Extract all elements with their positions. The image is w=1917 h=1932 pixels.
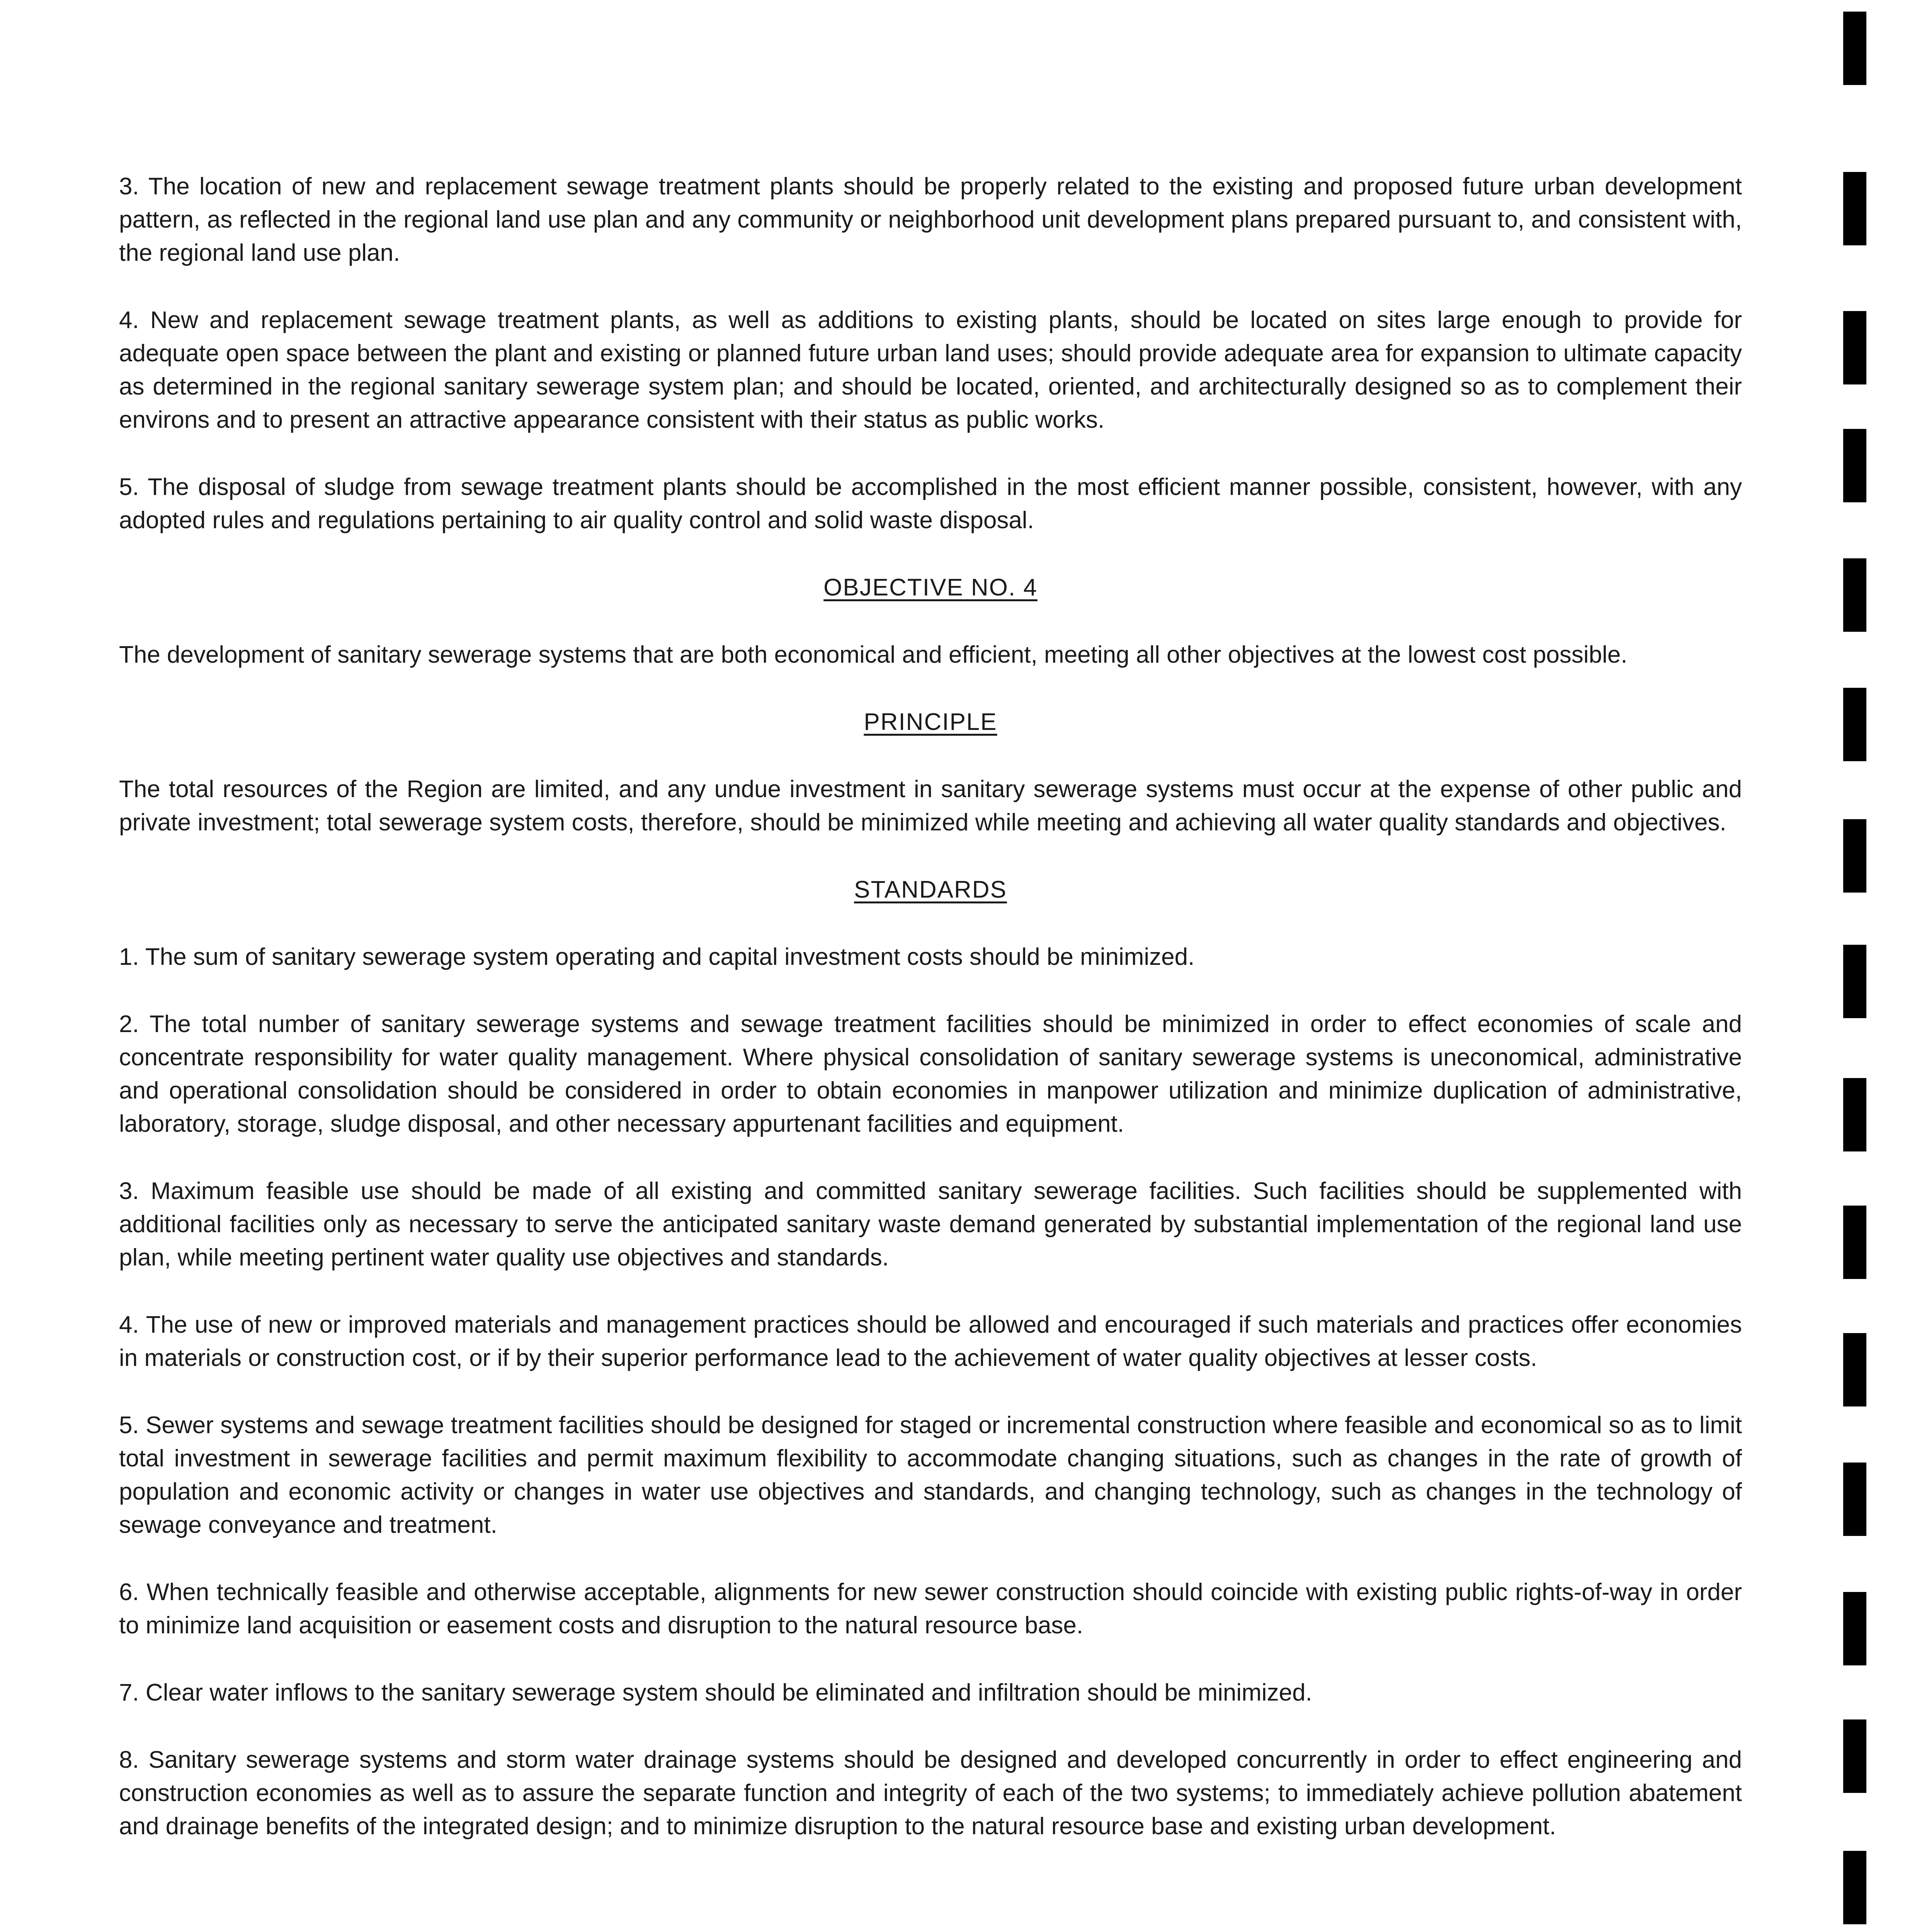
binding-marks [1843, 0, 1866, 1932]
standards-heading: STANDARDS [854, 876, 1007, 903]
standards-item: 2. The total number of sanitary sewerage systems and sewage treatment facilities should be minimized in order to effect economies of scale and concentrate responsibility for water quality management. Where physical consolidation of sanitary sewerage systems is uneconomical, administrative and operational consolidation should be considered in order to obtain economies in manpower utilization and minimize duplication of administrative, laboratory, storage, sludge disposal, and other necessary appurtenant facilities and equipment. [119, 1011, 1742, 1137]
binding-mark [1843, 1719, 1866, 1793]
binding-mark [1843, 311, 1866, 384]
binding-mark [1843, 819, 1866, 893]
binding-mark [1843, 1333, 1866, 1406]
standards-item: 3. Maximum feasible use should be made of all existing and committed sanitary sewerage facilities. Such facilities should be supplemented with additional facilities only as necessary to serve the anticipated sanitary waste demand generated by substantial implementation of the regional land use plan, while meeting pertinent water quality use objectives and standards. [119, 1178, 1742, 1271]
binding-mark [1843, 1592, 1866, 1665]
paragraph-standard-4-sites: 4. New and replacement sewage treatment plants, as well as additions to existing plants, should be located on sites large enough to provide for adequate open space between the plant and existing or planned future urban land uses; should provide adequate area for expansion to ultimate capacity as determined in the regional sanitary sewerage system plan; and should be located, oriented, and architecturally designed so as to complement their environs and to present an attractive appearance consistent with their status as public works. [119, 307, 1742, 433]
binding-mark [1843, 429, 1866, 502]
standards-item: 5. Sewer systems and sewage treatment facilities should be designed for staged or incremental construction where feasible and economical so as to limit total investment in sewerage facilities and permit maximum flexibility to accommodate changing situations, such as changes in the rate of growth of population and economic activity or changes in water use objectives and standards, and changing technology, such as changes in the technology of sewage conveyance and treatment. [119, 1412, 1742, 1538]
binding-mark [1843, 558, 1866, 632]
binding-mark [1843, 945, 1866, 1018]
objective-heading: OBJECTIVE NO. 4 [823, 574, 1038, 601]
binding-mark [1843, 1206, 1866, 1279]
standards-item: 8. Sanitary sewerage systems and storm water drainage systems should be designed and developed concurrently in order to effect engineering and construction economies as well as to assure the separate function and integrity of each of the two systems; to immediately achieve pollution abatement and drainage benefits of the integrated design; and to minimize disruption to the natural resource base and existing urban development. [119, 1747, 1742, 1840]
binding-mark [1843, 688, 1866, 761]
page-body [119, 170, 1742, 1877]
paragraph-standard-3-siting: 3. The location of new and replacement sewage treatment plants should be properly related to the existing and proposed future urban development pattern, as reflected in the regional land use plan and any community or neighborhood unit development plans prepared pursuant to, and consistent with, the regional land use plan. [119, 173, 1742, 266]
standards-item: 6. When technically feasible and otherwise acceptable, alignments for new sewer construction should coincide with existing public rights-of-way in order to minimize land acquisition or easement costs and disruption to the natural resource base. [119, 1579, 1742, 1639]
principle-text: The total resources of the Region are limited, and any undue investment in sanitary sewerage systems must occur at the expense of other public and private investment; total sewerage system costs, therefore, should be minimized while meeting and achieving all water quality standards and objectives. [119, 776, 1742, 836]
paragraph-standard-5-sludge: 5. The disposal of sludge from sewage treatment plants should be accomplished in the most efficient manner possible, consistent, however, with any adopted rules and regulations pertaining to air quality control and solid waste disposal. [119, 474, 1742, 534]
standards-item: 4. The use of new or improved materials and management practices should be allowed and encouraged if such materials and practices offer economies in materials or construction cost, or if by their superior performance lead to the achievement of water quality objectives at lesser costs. [119, 1311, 1742, 1371]
binding-mark [1843, 12, 1866, 85]
standards-item: 7. Clear water inflows to the sanitary sewerage system should be eliminated and infiltration should be minimized. [119, 1679, 1312, 1706]
binding-mark [1843, 1078, 1866, 1151]
binding-mark [1843, 172, 1866, 245]
binding-mark [1843, 1851, 1866, 1924]
binding-mark [1843, 1463, 1866, 1536]
objective-text: The development of sanitary sewerage systems that are both economical and efficient, meeting all other objectives at the lowest cost possible. [119, 641, 1628, 668]
principle-heading: PRINCIPLE [864, 709, 997, 735]
standards-item: 1. The sum of sanitary sewerage system operating and capital investment costs should be minimized. [119, 944, 1195, 970]
